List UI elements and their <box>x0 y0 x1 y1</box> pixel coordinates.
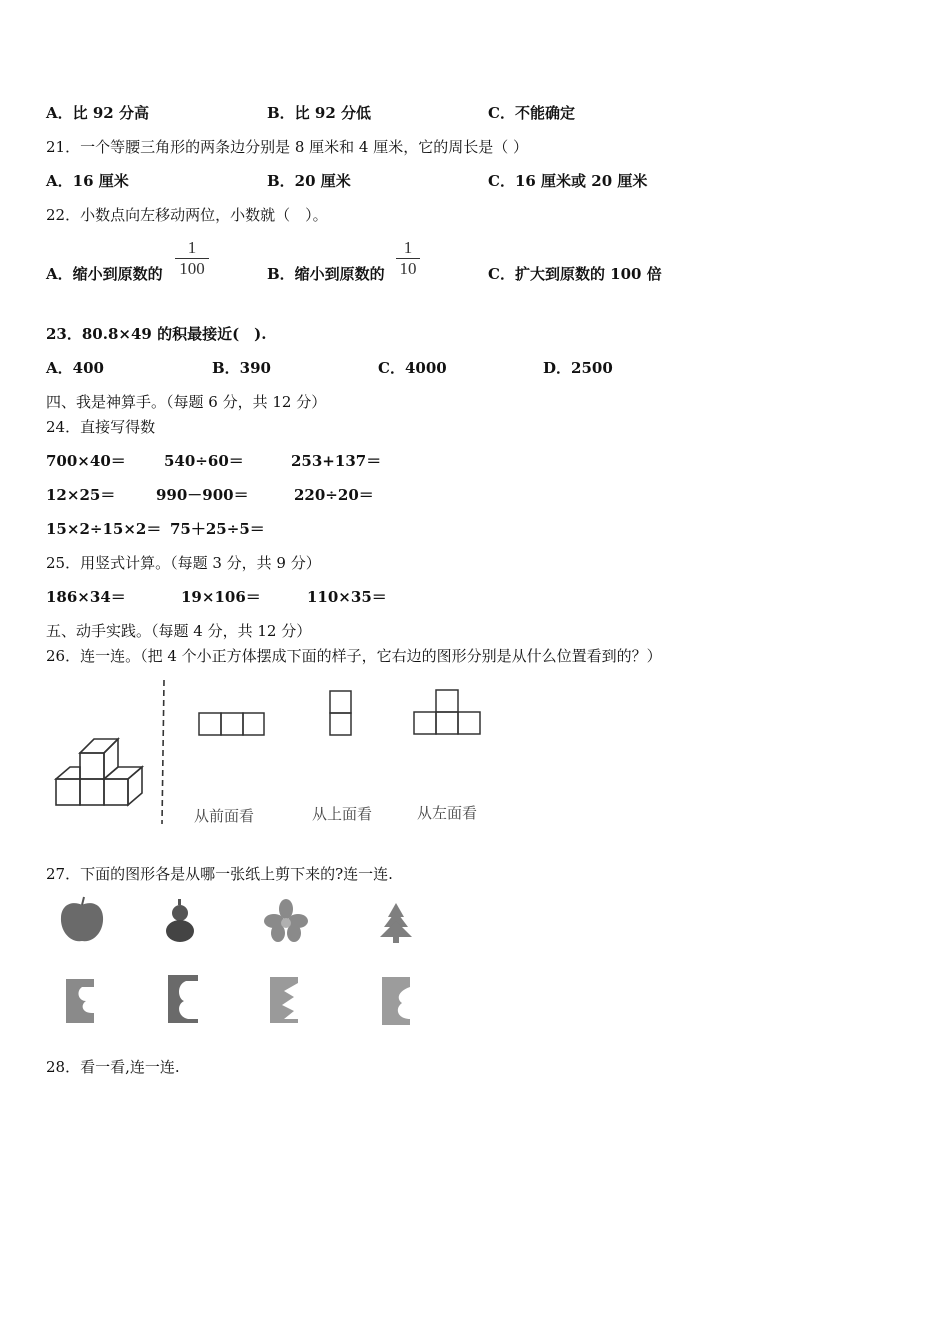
paper-piece-3 <box>270 977 298 1023</box>
label-top-view: 从上面看 <box>312 805 373 823</box>
q20-option-c: C．不能确定 <box>488 104 575 122</box>
q24-item: 220÷20＝ <box>294 486 374 504</box>
q23-option-a: A．400 <box>46 359 104 377</box>
q23-option-c: C．4000 <box>378 359 447 377</box>
q24-question: 24．直接写得数 <box>46 418 156 436</box>
q22-b-numerator: 1 <box>403 238 413 257</box>
paper-piece-2 <box>168 975 198 1023</box>
q23-option-d: D．2500 <box>543 359 613 377</box>
q22-a-numerator: 1 <box>187 238 197 257</box>
q24-item: 990－900＝ <box>156 486 249 504</box>
q25-item: 186×34＝ <box>46 588 126 606</box>
cube-stack-drawing <box>56 739 142 805</box>
q22-option-a-fraction <box>175 238 209 279</box>
q24-item: 700×40＝ <box>46 452 126 470</box>
dashed-divider <box>162 680 164 824</box>
q22-option-b-fraction <box>396 238 420 279</box>
q25-item: 19×106＝ <box>181 588 261 606</box>
paper-piece-4 <box>382 977 410 1025</box>
label-front-view: 从前面看 <box>194 807 255 825</box>
q26-figure <box>46 676 506 832</box>
q23-question: 23．80.8×49 的积最接近( ). <box>46 325 267 343</box>
q22-a-denominator: 100 <box>179 259 205 278</box>
q25-item: 110×35＝ <box>307 588 387 606</box>
q22-b-denominator: 10 <box>399 259 417 278</box>
q23-option-b: B．390 <box>212 359 271 377</box>
q25-question: 25．用竖式计算。（每题 3 分，共 9 分） <box>46 554 321 572</box>
q24-item: 12×25＝ <box>46 486 116 504</box>
section-5-title: 五、动手实践。（每题 4 分，共 12 分） <box>46 622 312 640</box>
view-shape-three-plus-one <box>414 690 480 734</box>
tree-shape-icon <box>380 903 412 943</box>
q21-option-a: A．16 厘米 <box>46 172 129 190</box>
q20-option-b: B．比 92 分低 <box>267 104 371 122</box>
flower-shape-icon <box>264 899 308 942</box>
q21-question: 21．一个等腰三角形的两条边分别是 8 厘米和 4 厘米，它的周长是（ ） <box>46 138 529 156</box>
q20-option-a: A．比 92 分高 <box>46 104 149 122</box>
q24-item: 15×2÷15×2＝ <box>46 520 162 538</box>
view-shape-two-stacked <box>330 691 351 735</box>
q22-option-b-prefix: B．缩小到原数的 <box>267 265 385 283</box>
view-shape-row-of-three <box>199 713 264 735</box>
q27-figure <box>46 895 446 1035</box>
q21-option-c: C．16 厘米或 20 厘米 <box>488 172 648 190</box>
q22-question: 22．小数点向左移动两位，小数就（ ）。 <box>46 206 328 224</box>
q22-option-a-prefix: A．缩小到原数的 <box>46 265 163 283</box>
apple-shape-icon <box>61 897 103 941</box>
q22-option-c: C．扩大到原数的 100 倍 <box>488 265 662 283</box>
section-4-title: 四、我是神算手。（每题 6 分，共 12 分） <box>46 393 327 411</box>
q27-question: 27．下面的图形各是从哪一张纸上剪下来的?连一连. <box>46 865 393 883</box>
paper-piece-1 <box>66 979 94 1023</box>
gourd-shape-icon <box>166 899 194 942</box>
label-left-view: 从左面看 <box>417 804 478 822</box>
q21-option-b: B．20 厘米 <box>267 172 351 190</box>
q26-question: 26．连一连。（把 4 个小正方体摆成下面的样子，它右边的图形分别是从什么位置看到的？） <box>46 647 662 665</box>
q24-item: 253+137＝ <box>291 452 382 470</box>
q24-item: 540÷60＝ <box>164 452 244 470</box>
q24-item: 75＋25÷5＝ <box>170 520 265 538</box>
q28-question: 28．看一看,连一连. <box>46 1058 180 1076</box>
